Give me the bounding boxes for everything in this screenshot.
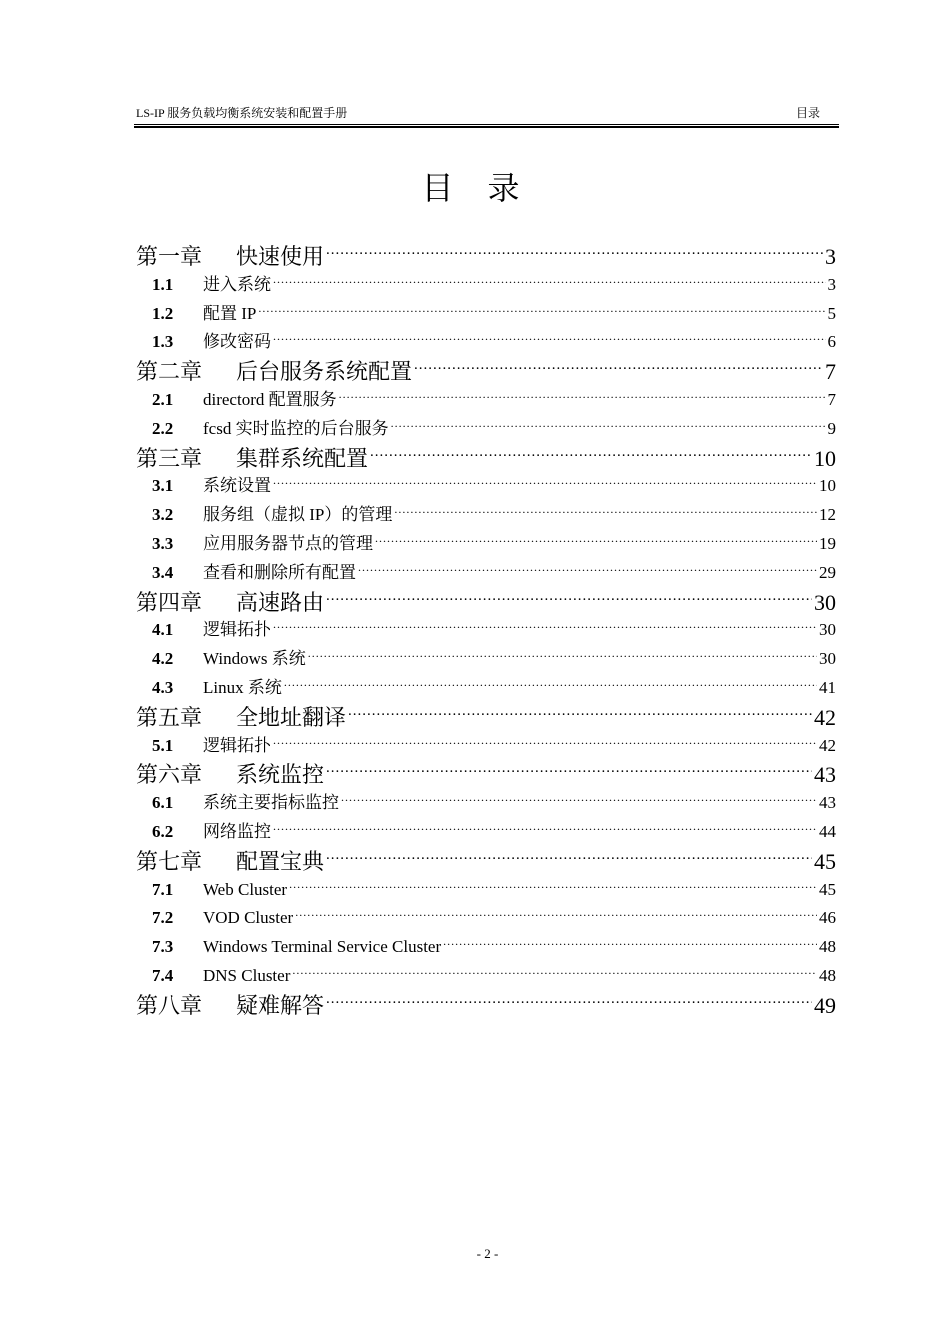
toc-entry-title: directord 配置服务 [203,390,337,409]
toc-page-number: 42 [814,704,836,730]
toc-entry-number: 7.3 [152,937,174,957]
toc-entry-title: 进入系统 [203,274,271,294]
toc-page-number: 45 [814,848,836,874]
toc-page-number: 46 [819,908,836,928]
toc-entry-number: 7.1 [152,879,174,899]
toc-page-number: 12 [819,505,836,525]
toc-entry-title: Windows Terminal Service Cluster [203,937,442,957]
toc-entry-title: 后台服务系统配置 [236,359,413,385]
toc-page-number: 9 [827,418,836,438]
toc-dot-leader [326,991,812,1013]
toc-chapter-entry[interactable] [136,588,836,617]
toc-dot-leader [273,734,817,751]
toc-entry-number: 2.1 [152,390,174,409]
toc-entry-title: Linux 系统 [203,678,282,697]
toc-entry-number: 第七章 [136,848,203,874]
toc-entry-title: 系统主要指标监控 [203,793,339,813]
toc-page-number: 7 [827,390,836,409]
toc-dot-leader [358,561,817,578]
toc-dot-leader [326,588,812,610]
toc-entry-title: 修改密码 [203,332,271,352]
toc-entry-title: Windows 系统 [203,649,306,669]
toc-entry-title: 高速路由 [236,589,325,615]
toc-section-entry[interactable] [136,388,836,411]
toc-entry-title: DNS Cluster [203,966,291,985]
toc-dot-leader [375,532,817,549]
toc-entry-title: 配置 IP [203,303,257,323]
toc-entry-number: 第五章 [136,704,203,730]
toc-dot-leader [326,847,812,869]
toc-section-entry[interactable] [136,273,836,296]
toc-entry-number: 第六章 [136,762,203,788]
page-header [136,105,838,125]
toc-entry-number: 第一章 [136,244,203,269]
toc-section-entry[interactable] [136,474,836,497]
toc-section-entry[interactable] [136,417,836,440]
toc-entry-number: 2.2 [152,418,174,438]
toc-section-entry[interactable] [136,734,836,757]
toc-page-number: 48 [819,966,836,985]
toc-dot-leader [292,964,817,981]
toc-dot-leader [443,935,817,952]
toc-dot-leader [326,760,812,782]
toc-entry-number: 3.4 [152,562,174,582]
toc-entry-number: 3.2 [152,505,174,525]
toc-page-number: 10 [814,445,836,471]
toc-entry-number: 4.2 [152,649,174,669]
toc-page-number: 29 [819,562,836,582]
toc-entry-title: 查看和删除所有配置 [203,562,356,582]
toc-chapter-entry[interactable] [136,242,836,271]
page-number: - 2 - [476,1246,499,1261]
toc-page-number: 43 [819,793,836,813]
toc-dot-leader [284,676,817,693]
toc-entry-title: 疑难解答 [236,992,325,1018]
toc-entry-number: 第四章 [136,589,203,615]
toc-entry-number: 第二章 [136,359,203,385]
toc-dot-leader [258,302,825,319]
toc-section-entry[interactable] [136,820,836,843]
toc-title: 目录 [421,169,554,207]
toc-chapter-entry[interactable] [136,847,836,876]
toc-section-entry[interactable] [136,561,836,584]
toc-dot-leader [414,357,823,379]
toc-dot-leader [391,417,826,434]
toc-dot-leader [348,703,812,725]
toc-section-entry[interactable] [136,878,836,901]
toc-entry-title: 服务组（虚拟 IP）的管理 [203,505,393,525]
toc-page-number: 49 [814,992,836,1018]
toc-page-number: 30 [819,649,836,669]
toc-entry-number: 7.2 [152,908,174,928]
toc-dot-leader [339,388,826,405]
toc-section-entry[interactable] [136,964,836,987]
toc-section-entry[interactable] [136,532,836,555]
toc-page-number: 44 [819,822,836,841]
toc-dot-leader [273,273,826,290]
toc-entry-title: VOD Cluster [203,908,294,928]
toc-chapter-entry[interactable] [136,703,836,732]
toc-entry-title: 应用服务器节点的管理 [203,534,373,553]
toc-entry-title: 全地址翻译 [236,704,347,730]
toc-chapter-entry[interactable] [136,357,836,386]
toc-chapter-entry[interactable] [136,760,836,789]
toc-entry-title: 系统设置 [203,476,271,496]
toc-entry-title: 集群系统配置 [236,445,369,471]
header-section-name: 目录 [795,106,820,120]
toc-entry-number: 第三章 [136,445,203,471]
toc-page-number: 6 [827,332,836,352]
toc-page-number: 45 [819,879,836,899]
toc-section-entry[interactable] [136,935,836,958]
toc-section-entry[interactable] [136,503,836,526]
toc-page-number: 5 [827,303,836,323]
toc-entry-number: 第八章 [136,992,203,1018]
toc-dot-leader [289,878,817,895]
toc-entry-number: 7.4 [152,966,174,985]
toc-page-number: 7 [825,359,836,385]
toc-dot-leader [295,906,817,923]
toc-dot-leader [273,474,817,491]
toc-dot-leader [341,791,817,808]
toc-entry-title: 配置宝典 [236,848,325,874]
toc-entry-number: 6.1 [152,793,174,813]
toc-section-entry[interactable] [136,618,836,641]
toc-entry-number: 4.3 [152,678,174,697]
toc-entry-number: 3.3 [152,534,174,553]
toc-entry-number: 1.3 [152,332,174,352]
toc-page-number: 30 [819,620,836,640]
toc-entry-number: 3.1 [152,476,174,496]
header-rule-thick [134,126,839,128]
toc-dot-leader [326,242,823,264]
toc-entry-title: 逻辑拓扑 [203,620,271,640]
toc-dot-leader [273,618,817,635]
toc-entry-number: 5.1 [152,735,174,755]
toc-section-entry[interactable] [136,676,836,699]
toc-page-number: 30 [814,589,836,615]
toc-page-number: 10 [819,476,836,496]
toc-dot-leader [308,647,817,664]
toc-page-number: 43 [814,762,836,788]
toc-dot-leader [273,820,817,837]
header-document-title: LS-IP 服务负载均衡系统安装和配置手册 [136,106,348,120]
toc-page-number: 42 [819,735,836,755]
toc-page-number: 3 [827,274,836,294]
header-rule-thin [134,124,839,125]
toc-section-entry[interactable] [136,302,836,325]
toc-entry-title: Web Cluster [203,879,288,899]
toc-dot-leader [370,444,812,466]
toc-entry-title: 网络监控 [203,822,271,841]
toc-chapter-entry[interactable] [136,991,836,1020]
toc-entry-title: fcsd 实时监控的后台服务 [203,418,389,438]
toc-page-number: 19 [819,534,836,553]
toc-entry-number: 1.2 [152,303,174,323]
toc-section-entry[interactable] [136,647,836,670]
toc-dot-leader [273,330,826,347]
toc-entry-title: 逻辑拓扑 [203,735,271,755]
toc-section-entry[interactable] [136,906,836,929]
toc-page-number: 3 [825,244,836,269]
toc-page-number: 48 [819,937,836,957]
toc-page-number: 41 [819,678,836,697]
toc-entry-title: 系统监控 [236,762,325,788]
toc-section-entry[interactable] [136,330,836,353]
toc-chapter-entry[interactable] [136,444,836,473]
toc-entry-number: 1.1 [152,274,174,294]
toc-dot-leader [394,503,817,520]
toc-section-entry[interactable] [136,791,836,814]
toc-entry-title: 快速使用 [236,244,325,269]
toc-entry-number: 4.1 [152,620,174,640]
toc-entry-number: 6.2 [152,822,174,841]
